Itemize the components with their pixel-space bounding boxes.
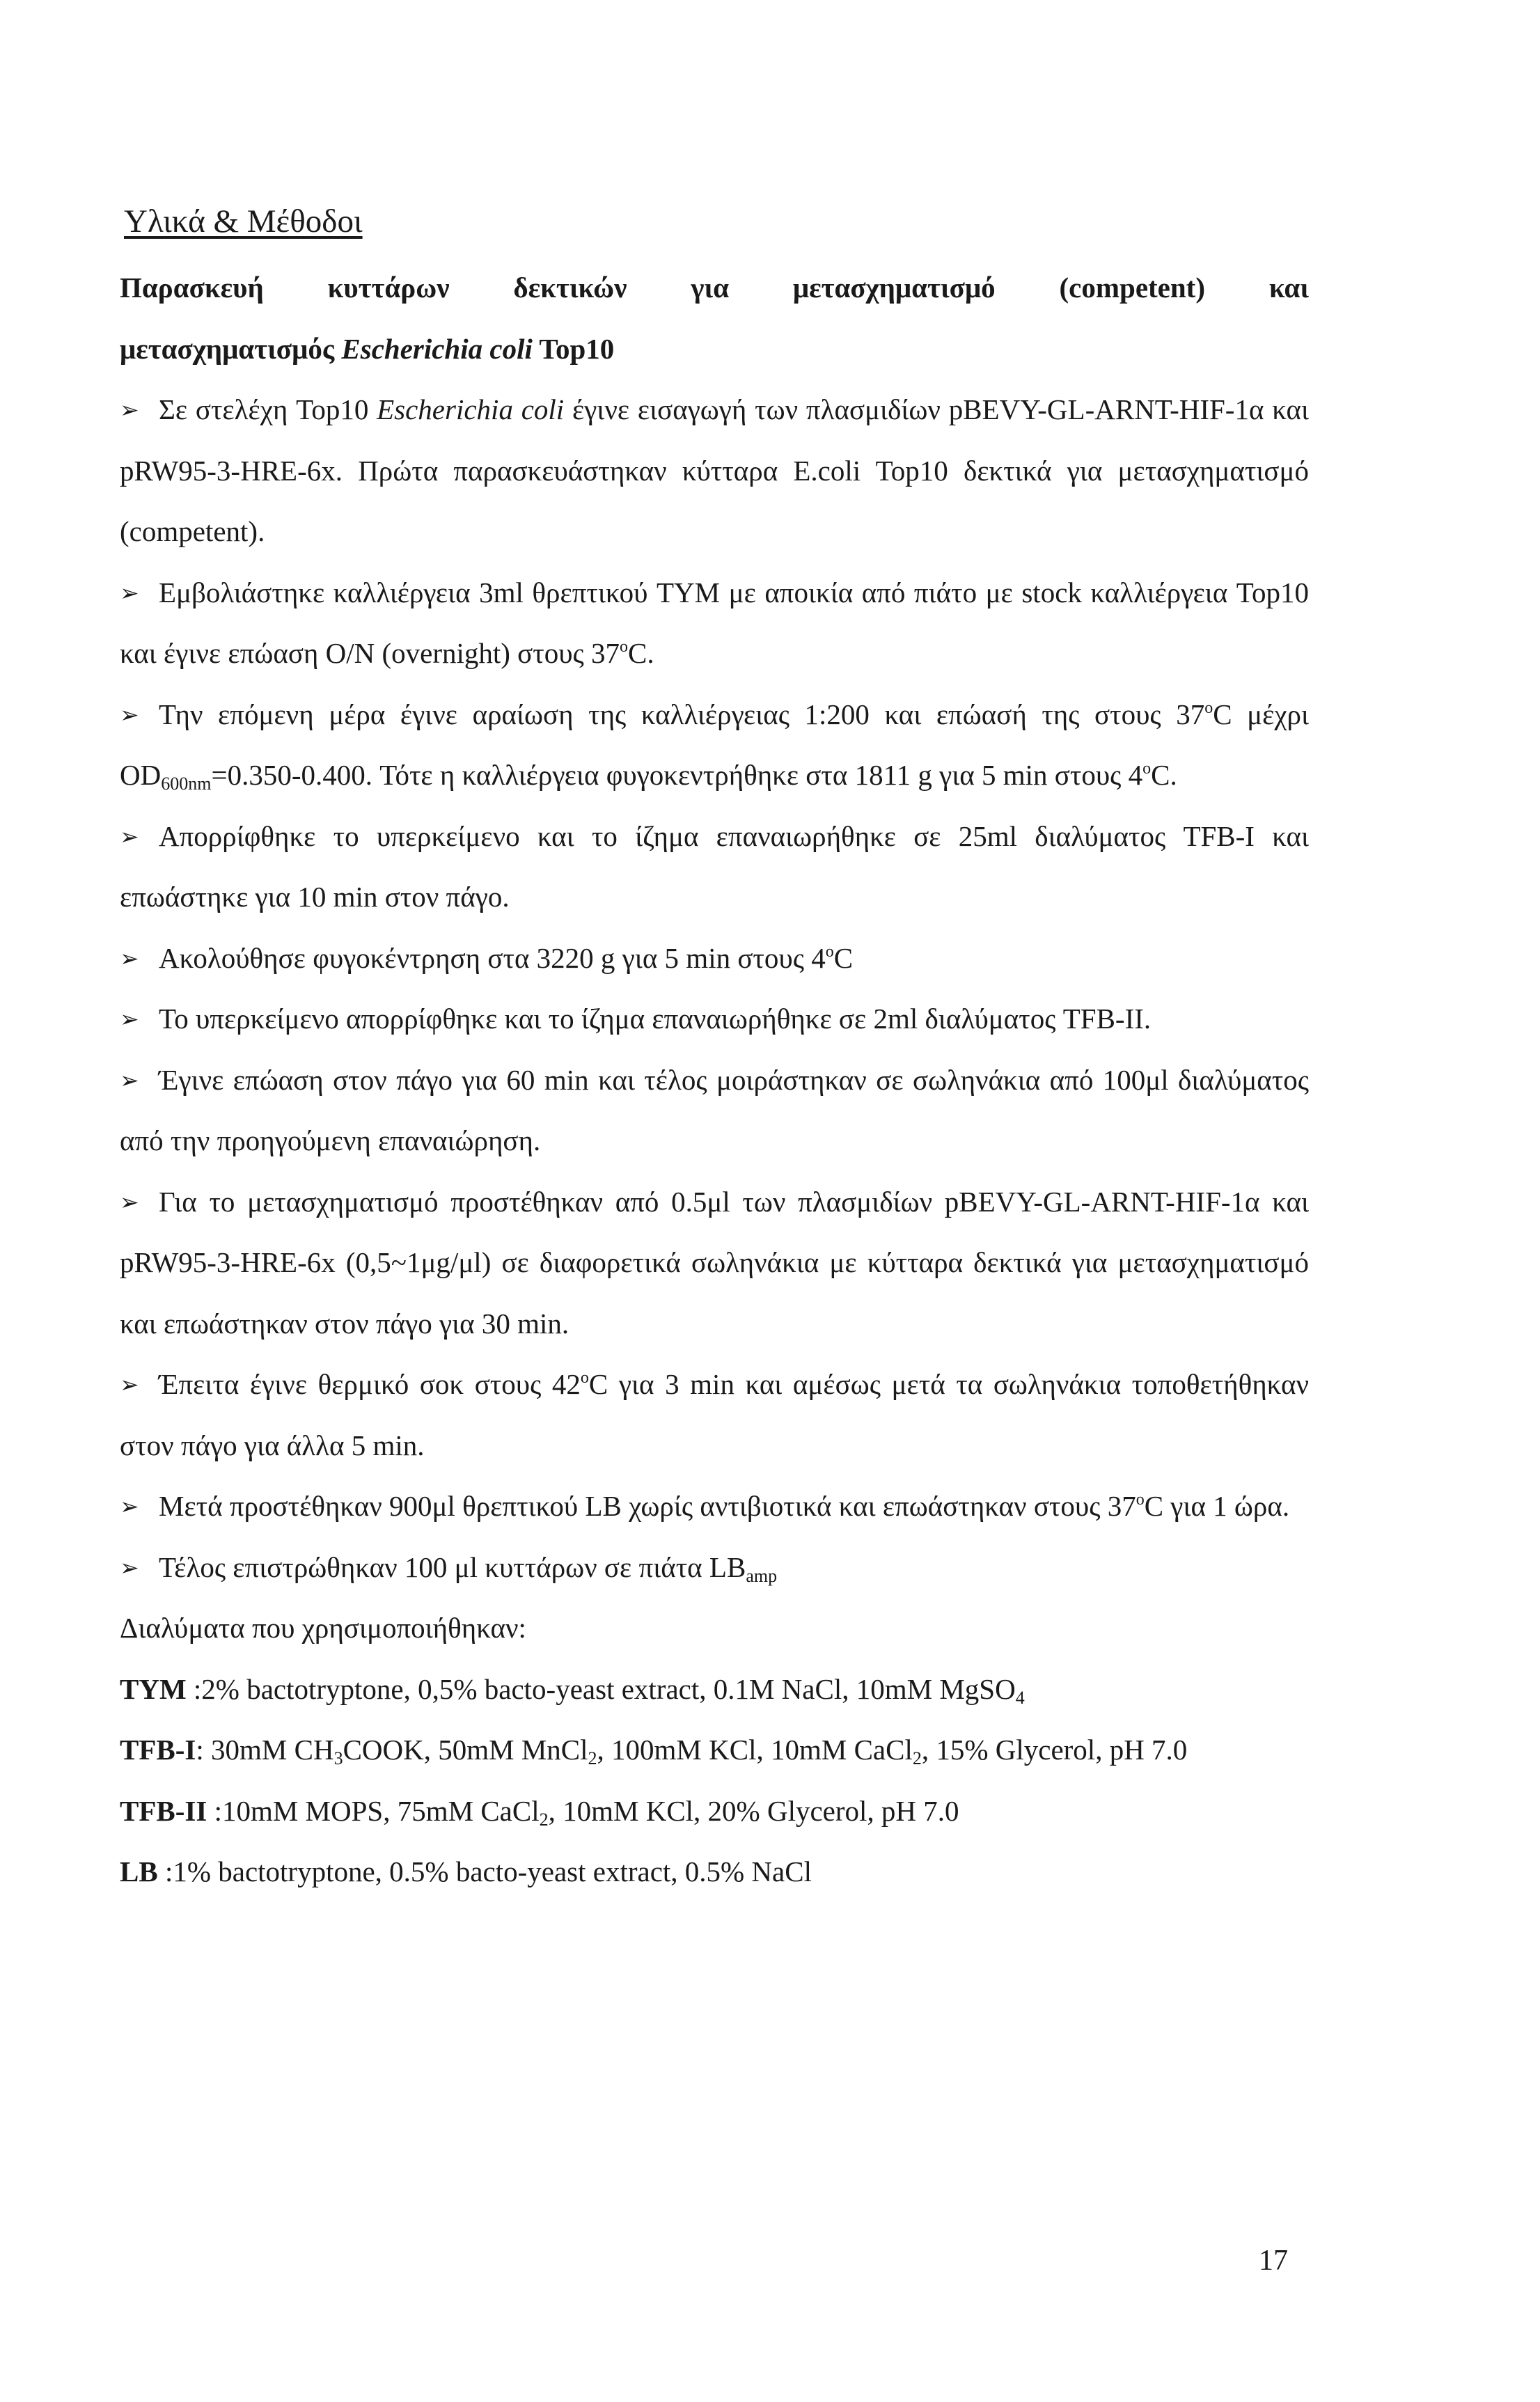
arrowhead-bullet-icon: ➢ (120, 1371, 139, 1398)
arrowhead-bullet-icon: ➢ (120, 1493, 139, 1520)
step-3-text-d: C. (1151, 759, 1177, 791)
step-10-text-b: C για 1 ώρα. (1144, 1490, 1290, 1522)
solution-tfb-ii-text-a: :10mM MOPS, 75mM CaCl (207, 1794, 540, 1827)
degree-mark: o (620, 638, 629, 656)
chem-subscript: 3 (333, 1748, 343, 1768)
procedure-title-text-2: μετασχηματισμός (120, 332, 342, 365)
step-3-text-b: C μέχρι OD (120, 698, 1310, 791)
solution-tfb-ii (120, 1781, 1309, 1842)
solution-tym-text: :2% bactotryptone, 0,5% bacto-yeast extract, 0.1M NaCl, 10mM MgSO (186, 1672, 1016, 1705)
procedure-title-text-1: Παρασκευή κυττάρων δεκτικών για μετασχηματισμό (competent) και (120, 272, 1309, 304)
step-2-text-b: C. (628, 637, 654, 669)
step-3-text-c: =0.350-0.400. Τότε η καλλιέργεια φυγοκεντρήθηκε στα 1811 g για 5 min στους 4 (211, 759, 1143, 791)
solution-tfb-i-text-a: : 30mM CH (196, 1734, 334, 1766)
solution-tfb-i-text-c: , 100mM KCl, 10mM CaCl (597, 1734, 913, 1766)
arrowhead-bullet-icon: ➢ (120, 1066, 139, 1094)
step-8-text: Για το μετασχηματισμό προστέθηκαν από 0.5μl των πλασμιδίων pBEVY-GL-ARNT-HIF-1α και pRW95-3-HRE-6x (0,5~1μg/μl) σε διαφορετικά σωληνάκια με κύτταρα δεκτικά για μετασχηματισμό και επωάστηκαν στον πάγο για 30 min. (120, 1185, 1309, 1340)
arrowhead-bullet-icon: ➢ (120, 700, 139, 728)
solutions-intro (120, 1598, 1309, 1659)
degree-mark: o (825, 942, 834, 961)
page-number: 17 (1259, 2245, 1288, 2277)
species-name: Escherichia coli (341, 332, 533, 365)
degree-mark: o (1142, 760, 1152, 778)
solution-tym (120, 1659, 1309, 1720)
arrowhead-bullet-icon: ➢ (120, 944, 139, 972)
step-11 (120, 1537, 1309, 1599)
step-7-text: Έγινε επώαση στον πάγο για 60 min και τέλος μοιράστηκαν σε σωληνάκια από 100μl διαλύματος από την προηγούμενη επαναιώρηση. (120, 1063, 1309, 1156)
step-1-text-a: Σε στελέχη Top10 (159, 393, 377, 425)
step-9-text-b: C για 3 min και αμέσως μετά τα σωληνάκια τοποθετήθηκαν στον πάγο για άλλα 5 min. (120, 1368, 1310, 1461)
step-3 (120, 684, 1309, 806)
step-3-text-a: Την επόμενη μέρα έγινε αραίωση της καλλιέργειας 1:200 και επώασή της στους 37 (159, 698, 1205, 730)
step-6-text: Το υπερκείμενο απορρίφθηκε και το ίζημα επαναιωρήθηκε σε 2ml διαλύματος TFB-II. (159, 1003, 1152, 1035)
step-9-text-a: Έπειτα έγινε θερμικό σοκ στους 42 (159, 1368, 581, 1400)
procedure-title-line-1 (120, 258, 1309, 319)
step-7 (120, 1050, 1309, 1172)
step-5-text-b: C (833, 941, 854, 974)
od-subscript: 600nm (161, 774, 212, 794)
solutions-intro-text: Διαλύματα που χρησιμοποιήθηκαν: (120, 1612, 526, 1644)
chem-subscript: 4 (1015, 1687, 1025, 1708)
step-6 (120, 989, 1309, 1050)
step-9 (120, 1354, 1309, 1476)
chem-subscript: 2 (588, 1748, 597, 1768)
section-heading: Υλικά & Μέθοδοι (124, 203, 363, 240)
step-1-text-b: έγινε εισαγωγή των πλασμιδίων pBEVY-GL-ARNT-HIF-1α και pRW95-3-HRE-6x. Πρώτα παρασκευάστηκαν κύτταρα E.coli Top10 δεκτικά για μετασχηματισμό (competent). (120, 393, 1310, 547)
chem-subscript: 2 (539, 1809, 549, 1830)
procedure-title-line-2 (120, 319, 1309, 380)
solution-label: TFB-II (120, 1794, 207, 1827)
arrowhead-bullet-icon: ➢ (120, 1005, 139, 1033)
solution-label: TFB-I (120, 1734, 196, 1766)
degree-mark: o (1204, 698, 1213, 717)
lb-amp-subscript: amp (746, 1565, 778, 1586)
solution-tfb-i (120, 1720, 1309, 1781)
step-4-text: Απορρίφθηκε το υπερκείμενο και το ίζημα επαναιωρήθηκε σε 25ml διαλύματος TFB-I και επωάστηκε για 10 min στον πάγο. (120, 819, 1309, 913)
step-5 (120, 928, 1309, 989)
step-2-text-a: Εμβολιάστηκε καλλιέργεια 3ml θρεπτικού TYM με αποικία από πιάτο με stock καλλιέργεια Top10 και έγινε επώαση O/N (overnight) στους 37 (120, 576, 1309, 669)
solution-tfb-ii-text-b: , 10mM KCl, 20% Glycerol, pH 7.0 (548, 1794, 959, 1827)
degree-mark: o (1136, 1491, 1145, 1509)
step-5-text-a: Ακολούθησε φυγοκέντρηση στα 3220 g για 5 min στους 4 (159, 941, 826, 974)
arrowhead-bullet-icon: ➢ (120, 1553, 139, 1581)
step-1-species: Escherichia coli (377, 393, 565, 425)
solution-label: LB (120, 1855, 158, 1887)
step-10 (120, 1476, 1309, 1537)
arrowhead-bullet-icon: ➢ (120, 396, 139, 423)
arrowhead-bullet-icon: ➢ (120, 822, 139, 850)
step-4 (120, 806, 1309, 928)
degree-mark: o (580, 1369, 589, 1387)
solution-tfb-i-text-d: , 15% Glycerol, pH 7.0 (921, 1734, 1188, 1766)
step-11-text: Τέλος επιστρώθηκαν 100 μl κυττάρων σε πιάτα LB (159, 1551, 746, 1583)
solution-tfb-i-text-b: COOK, 50mM MnCl (343, 1734, 588, 1766)
solution-lb-text: :1% bactotryptone, 0.5% bacto-yeast extract, 0.5% NaCl (157, 1855, 812, 1887)
solution-label: TYM (120, 1672, 187, 1705)
step-2 (120, 563, 1309, 684)
arrowhead-bullet-icon: ➢ (120, 579, 139, 606)
methods-body (120, 258, 1309, 1903)
chem-subscript: 2 (912, 1748, 922, 1768)
solution-lb (120, 1842, 1309, 1903)
step-1 (120, 379, 1309, 563)
step-8 (120, 1172, 1309, 1355)
procedure-title-text-3: Top10 (532, 332, 615, 365)
arrowhead-bullet-icon: ➢ (120, 1188, 139, 1216)
step-10-text-a: Μετά προστέθηκαν 900μl θρεπτικού LB χωρίς αντιβιοτικά και επωάστηκαν στους 37 (159, 1490, 1136, 1522)
